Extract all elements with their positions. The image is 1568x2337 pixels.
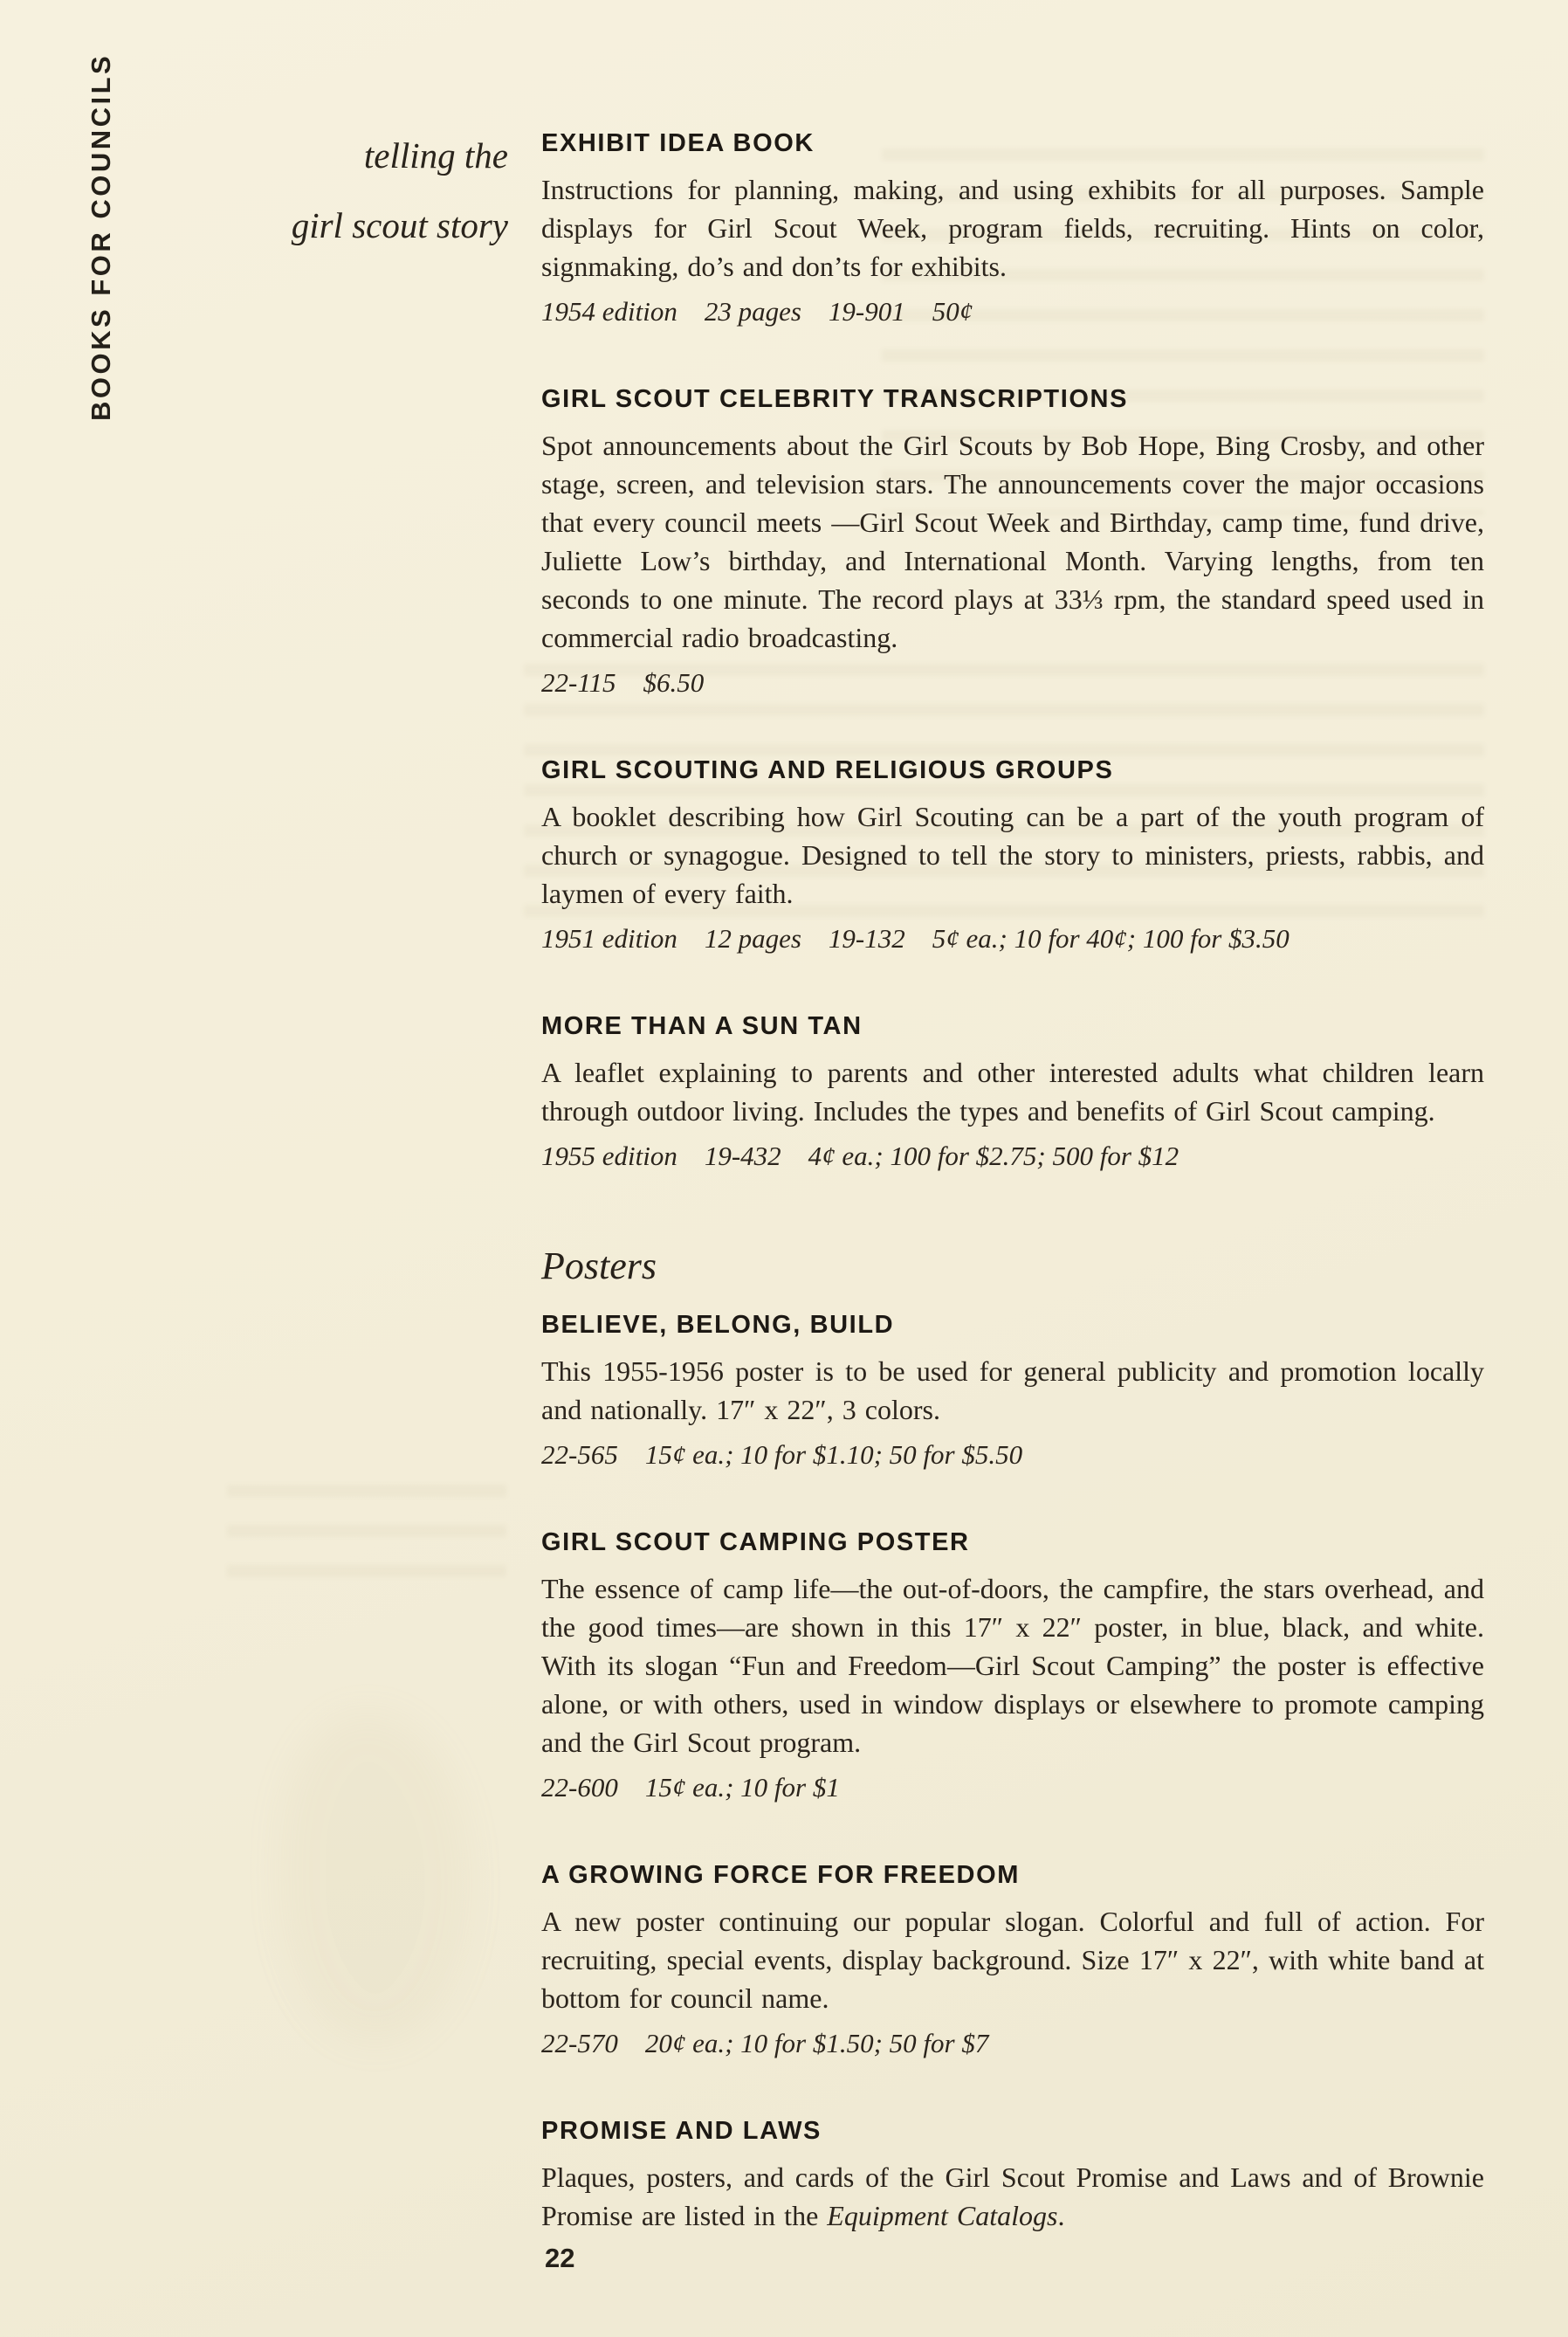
entry-body: Spot announcements about the Girl Scouts by Bob Hope, Bing Crosby, and other stage, screen, and television stars. The announcements cover the major occasions that every council meets —Girl Scout Week and Birthday, camp time, fund drive, Juliette Low’s birthday, and International Month. Varying lengths, from ten seconds to one minute. The record plays at 33⅓ rpm, the standard speed used in commercial radio broadcasting. [541, 430, 1484, 653]
entry-heading: GIRL SCOUT CELEBRITY TRANSCRIPTIONS [541, 385, 1129, 413]
entry-body: A booklet describing how Girl Scouting can be a part of the youth program of church or synagogue. Designed to tell the story to ministers, priests, rabbis, and laymen of every faith. [541, 801, 1484, 909]
entry-body: A new poster continuing our popular slogan. Colorful and full of action. For recruiting, special events, display background. Size 17″ x 22″, with white band at bottom for council name. [541, 1906, 1484, 2014]
entry-body-italic-title: Equipment Catalogs [827, 2200, 1058, 2231]
entry-heading: GIRL SCOUT CAMPING POSTER [541, 1528, 970, 1556]
catalog-entry-camping-poster [541, 1528, 1484, 1807]
main-column [541, 129, 1484, 2289]
entry-body-text: Plaques, posters, and cards of the Girl Scout Promise and Laws and of Brownie Promise are listed in the [541, 2161, 1484, 2231]
entry-heading: MORE THAN A SUN TAN [541, 1012, 863, 1040]
entry-meta: 22-570 20¢ ea.; 10 for $1.50; 50 for $7 [541, 2028, 989, 2058]
running-head-line-2: girl scout story [291, 205, 508, 245]
entry-body [541, 2158, 1484, 2235]
entry-body: Instructions for planning, making, and using exhibits for all purposes. Sample displays for Girl Scout Week, program fields, recruiting. Hints on color, signmaking, do’s and don’ts for exhibits. [541, 174, 1484, 282]
posters-group-heading: Posters [541, 1244, 657, 1287]
entry-heading: A GROWING FORCE FOR FREEDOM [541, 1861, 1020, 1889]
running-head [166, 121, 508, 260]
entry-body-period: . [1057, 2200, 1065, 2231]
entry-meta: 1951 edition 12 pages 19-132 5¢ ea.; 10 for 40¢; 100 for $3.50 [541, 923, 1289, 954]
catalog-entry-religious-groups [541, 756, 1484, 958]
page-showthrough [227, 1485, 506, 1589]
side-label-books-for-councils: BOOKS FOR COUNCILS [86, 52, 116, 421]
entry-heading: BELIEVE, BELONG, BUILD [541, 1311, 895, 1339]
catalog-entry-more-than-a-sun-tan [541, 1012, 1484, 1175]
page-showthrough-figure [279, 1712, 471, 2044]
entry-meta: 22-600 15¢ ea.; 10 for $1 [541, 1772, 840, 1803]
catalog-entry-growing-force-for-freedom [541, 1861, 1484, 2063]
running-head-line-1: telling the [363, 135, 508, 176]
entry-meta: 1954 edition 23 pages 19-901 50¢ [541, 296, 973, 327]
entry-meta: 22-565 15¢ ea.; 10 for $1.10; 50 for $5.50 [541, 1439, 1023, 1470]
entry-body: This 1955-1956 poster is to be used for general publicity and promotion locally and nationally. 17″ x 22″, 3 colors. [541, 1355, 1484, 1425]
entry-heading: EXHIBIT IDEA BOOK [541, 129, 815, 157]
entry-heading: GIRL SCOUTING AND RELIGIOUS GROUPS [541, 756, 1114, 784]
entry-meta: 22-115 $6.50 [541, 667, 705, 698]
catalog-entry-believe-belong-build [541, 1311, 1484, 1474]
catalog-entry-promise-and-laws [541, 2117, 1484, 2235]
entry-meta: 1955 edition 19-432 4¢ ea.; 100 for $2.75; 500 for $12 [541, 1141, 1179, 1171]
page-number: 22 [545, 2243, 575, 2273]
entry-body: The essence of camp life—the out-of-doors, the campfire, the stars overhead, and the good times—are shown in this 17″ x 22″ poster, in blue, black, and white. With its slogan “Fun and Freedom—Girl Scout Camping” the poster is effective alone, or with others, used in window displays or elsewhere to promote camping and the Girl Scout program. [541, 1573, 1484, 1758]
entry-body: A leaflet explaining to parents and other interested adults what children learn through outdoor living. Includes the types and benefits of Girl Scout camping. [541, 1057, 1484, 1127]
entry-heading: PROMISE AND LAWS [541, 2117, 822, 2145]
catalog-entry-celebrity-transcriptions [541, 385, 1484, 702]
catalog-entry-exhibit-idea-book [541, 129, 1484, 331]
